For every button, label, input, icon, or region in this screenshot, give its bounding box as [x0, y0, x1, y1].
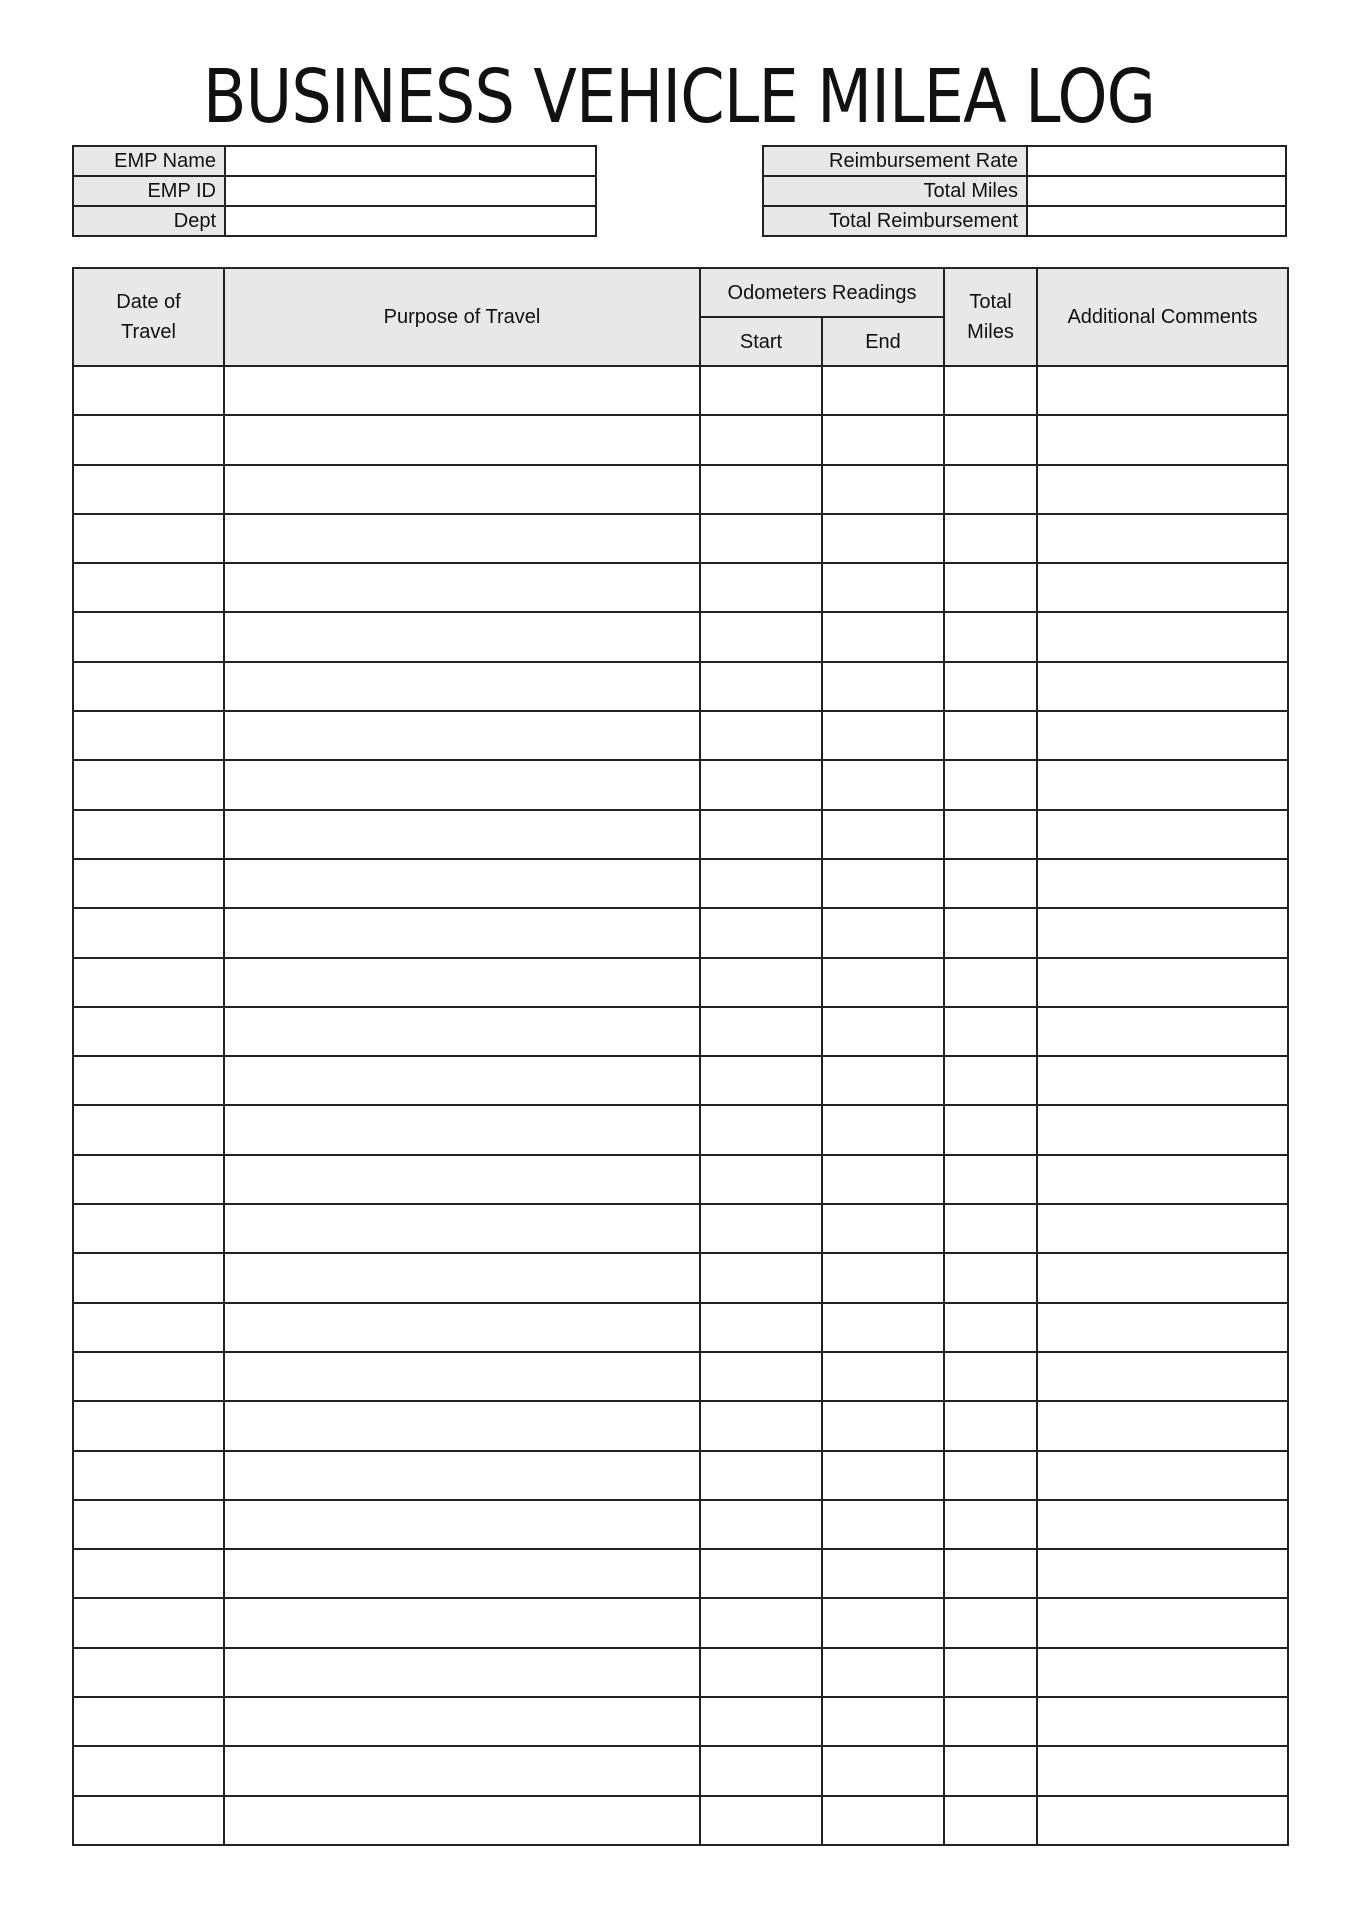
- total-miles-cell[interactable]: [944, 366, 1037, 415]
- purpose-cell[interactable]: [224, 465, 700, 514]
- total-miles-cell[interactable]: [944, 859, 1037, 908]
- total-miles-cell[interactable]: [944, 1697, 1037, 1746]
- odometer-start-cell[interactable]: [700, 711, 822, 760]
- purpose-cell[interactable]: [224, 1401, 700, 1450]
- odometer-start-cell[interactable]: [700, 563, 822, 612]
- table-row: [73, 810, 1288, 859]
- purpose-cell[interactable]: [224, 859, 700, 908]
- table-row: [73, 563, 1288, 612]
- page-title: BUSINESS VEHICLE MILEA LOG: [202, 54, 1156, 140]
- total-miles-header: Total Miles: [944, 268, 1037, 366]
- reimbursement-rate-label: Reimbursement Rate: [763, 146, 1027, 176]
- odometer-end-cell[interactable]: [822, 1549, 944, 1598]
- purpose-cell[interactable]: [224, 1500, 700, 1549]
- odometer-start-cell[interactable]: [700, 1746, 822, 1795]
- odometer-start-cell[interactable]: [700, 514, 822, 563]
- comments-cell[interactable]: [1037, 908, 1288, 957]
- table-row: [73, 366, 1288, 415]
- odometer-end-header: End: [822, 317, 944, 366]
- date-cell[interactable]: [73, 958, 224, 1007]
- odometer-start-cell[interactable]: [700, 1500, 822, 1549]
- date-cell[interactable]: [73, 415, 224, 464]
- purpose-cell[interactable]: [224, 1451, 700, 1500]
- table-row: [73, 514, 1288, 563]
- table-row: [73, 1697, 1288, 1746]
- comments-cell[interactable]: [1037, 1105, 1288, 1154]
- odometer-end-cell[interactable]: [822, 415, 944, 464]
- total-miles-cell[interactable]: [944, 1253, 1037, 1302]
- purpose-cell[interactable]: [224, 908, 700, 957]
- odometer-end-cell[interactable]: [822, 1648, 944, 1697]
- date-cell[interactable]: [73, 1648, 224, 1697]
- total-miles-cell[interactable]: [944, 711, 1037, 760]
- odometer-start-cell[interactable]: [700, 1549, 822, 1598]
- table-row: [73, 1155, 1288, 1204]
- total-miles-cell[interactable]: [944, 1155, 1037, 1204]
- odometer-start-cell[interactable]: [700, 1253, 822, 1302]
- total-miles-cell[interactable]: [944, 514, 1037, 563]
- total-miles-cell[interactable]: [944, 1500, 1037, 1549]
- comments-cell[interactable]: [1037, 958, 1288, 1007]
- comments-cell[interactable]: [1037, 1598, 1288, 1647]
- odometer-end-cell[interactable]: [822, 760, 944, 809]
- odometer-end-cell[interactable]: [822, 1451, 944, 1500]
- date-cell[interactable]: [73, 563, 224, 612]
- emp-name-field[interactable]: [225, 146, 596, 176]
- total-miles-cell[interactable]: [944, 1746, 1037, 1795]
- odometer-start-cell[interactable]: [700, 859, 822, 908]
- table-row: [73, 760, 1288, 809]
- total-miles-cell[interactable]: [944, 958, 1037, 1007]
- comments-cell[interactable]: [1037, 1451, 1288, 1500]
- date-cell[interactable]: [73, 1500, 224, 1549]
- total-miles-cell[interactable]: [944, 563, 1037, 612]
- odometer-end-cell[interactable]: [822, 1155, 944, 1204]
- odometer-end-cell[interactable]: [822, 1500, 944, 1549]
- table-row: [73, 1105, 1288, 1154]
- comments-cell[interactable]: [1037, 465, 1288, 514]
- date-cell[interactable]: [73, 1007, 224, 1056]
- odometer-start-cell[interactable]: [700, 1352, 822, 1401]
- date-cell[interactable]: [73, 662, 224, 711]
- date-cell[interactable]: [73, 612, 224, 661]
- table-row: [73, 1352, 1288, 1401]
- reimbursement-rate-row: [763, 146, 1286, 176]
- total-miles-cell[interactable]: [944, 612, 1037, 661]
- emp-id-field[interactable]: [225, 176, 596, 206]
- odometer-start-header: Start: [700, 317, 822, 366]
- table-row: [73, 465, 1288, 514]
- table-row: [73, 1204, 1288, 1253]
- purpose-cell[interactable]: [224, 760, 700, 809]
- comments-cell[interactable]: [1037, 1253, 1288, 1302]
- total-miles-cell[interactable]: [944, 465, 1037, 514]
- total-miles-cell[interactable]: [944, 415, 1037, 464]
- table-row: [73, 1253, 1288, 1302]
- total-reimbursement-field[interactable]: [1027, 206, 1286, 236]
- table-row: [73, 1746, 1288, 1795]
- table-row: [73, 662, 1288, 711]
- odometer-start-cell[interactable]: [700, 958, 822, 1007]
- date-cell[interactable]: [73, 366, 224, 415]
- purpose-cell[interactable]: [224, 514, 700, 563]
- total-miles-cell[interactable]: [944, 1451, 1037, 1500]
- emp-name-row: [73, 146, 596, 176]
- odometer-end-cell[interactable]: [822, 958, 944, 1007]
- additional-comments-header: Additional Comments: [1037, 268, 1288, 366]
- comments-cell[interactable]: [1037, 415, 1288, 464]
- employee-info-table: [72, 145, 597, 237]
- date-cell[interactable]: [73, 1746, 224, 1795]
- odometer-start-cell[interactable]: [700, 1451, 822, 1500]
- odometer-end-cell[interactable]: [822, 514, 944, 563]
- odometer-start-cell[interactable]: [700, 1598, 822, 1647]
- comments-cell[interactable]: [1037, 1697, 1288, 1746]
- table-row: [73, 958, 1288, 1007]
- purpose-cell[interactable]: [224, 1105, 700, 1154]
- purpose-cell[interactable]: [224, 1598, 700, 1647]
- date-cell[interactable]: [73, 1598, 224, 1647]
- table-row: [73, 1500, 1288, 1549]
- comments-cell[interactable]: [1037, 563, 1288, 612]
- table-row: [73, 859, 1288, 908]
- purpose-cell[interactable]: [224, 1697, 700, 1746]
- date-cell[interactable]: [73, 760, 224, 809]
- total-miles-cell[interactable]: [944, 1056, 1037, 1105]
- comments-cell[interactable]: [1037, 612, 1288, 661]
- odometer-end-cell[interactable]: [822, 1796, 944, 1845]
- comments-cell[interactable]: [1037, 859, 1288, 908]
- total-miles-cell[interactable]: [944, 1401, 1037, 1450]
- total-miles-cell[interactable]: [944, 1549, 1037, 1598]
- date-cell[interactable]: [73, 1253, 224, 1302]
- purpose-cell[interactable]: [224, 662, 700, 711]
- purpose-cell[interactable]: [224, 1253, 700, 1302]
- comments-cell[interactable]: [1037, 1648, 1288, 1697]
- date-cell[interactable]: [73, 514, 224, 563]
- odometer-start-cell[interactable]: [700, 1204, 822, 1253]
- comments-cell[interactable]: [1037, 1796, 1288, 1845]
- date-cell[interactable]: [73, 1796, 224, 1845]
- table-row: [73, 1056, 1288, 1105]
- date-cell[interactable]: [73, 1155, 224, 1204]
- odometer-end-cell[interactable]: [822, 1007, 944, 1056]
- odometer-start-cell[interactable]: [700, 1796, 822, 1845]
- total-miles-cell[interactable]: [944, 1105, 1037, 1154]
- odometer-start-cell[interactable]: [700, 1697, 822, 1746]
- table-row: [73, 1796, 1288, 1845]
- table-row: [73, 1401, 1288, 1450]
- purpose-cell[interactable]: [224, 563, 700, 612]
- total-miles-cell[interactable]: [944, 1204, 1037, 1253]
- comments-cell[interactable]: [1037, 514, 1288, 563]
- date-cell[interactable]: [73, 1451, 224, 1500]
- comments-cell[interactable]: [1037, 1549, 1288, 1598]
- odometer-start-cell[interactable]: [700, 662, 822, 711]
- date-cell[interactable]: [73, 1105, 224, 1154]
- total-miles-cell[interactable]: [944, 1352, 1037, 1401]
- total-miles-cell[interactable]: [944, 1598, 1037, 1647]
- odometer-readings-header: Odometers Readings: [700, 268, 944, 317]
- comments-cell[interactable]: [1037, 366, 1288, 415]
- comments-cell[interactable]: [1037, 1352, 1288, 1401]
- total-miles-label: Total Miles: [763, 176, 1027, 206]
- date-cell[interactable]: [73, 810, 224, 859]
- purpose-cell[interactable]: [224, 1303, 700, 1352]
- table-row: [73, 1549, 1288, 1598]
- date-cell[interactable]: [73, 1303, 224, 1352]
- total-reimbursement-row: [763, 206, 1286, 236]
- total-miles-cell[interactable]: [944, 662, 1037, 711]
- purpose-cell[interactable]: [224, 1352, 700, 1401]
- comments-cell[interactable]: [1037, 1056, 1288, 1105]
- date-of-travel-header: Date of Travel: [73, 268, 224, 366]
- table-row: [73, 711, 1288, 760]
- purpose-cell[interactable]: [224, 1648, 700, 1697]
- date-cell[interactable]: [73, 1697, 224, 1746]
- total-miles-field[interactable]: [1027, 176, 1286, 206]
- total-miles-cell[interactable]: [944, 1648, 1037, 1697]
- odometer-end-cell[interactable]: [822, 908, 944, 957]
- reimbursement-rate-field[interactable]: [1027, 146, 1286, 176]
- purpose-of-travel-header: Purpose of Travel: [224, 268, 700, 366]
- purpose-cell[interactable]: [224, 1549, 700, 1598]
- dept-field[interactable]: [225, 206, 596, 236]
- table-row: [73, 1007, 1288, 1056]
- date-cell[interactable]: [73, 908, 224, 957]
- odometer-start-cell[interactable]: [700, 465, 822, 514]
- purpose-cell[interactable]: [224, 612, 700, 661]
- table-row: [73, 1598, 1288, 1647]
- odometer-end-cell[interactable]: [822, 1253, 944, 1302]
- purpose-cell[interactable]: [224, 810, 700, 859]
- date-cell[interactable]: [73, 1549, 224, 1598]
- table-row: [73, 612, 1288, 661]
- odometer-start-cell[interactable]: [700, 1303, 822, 1352]
- odometer-end-cell[interactable]: [822, 1204, 944, 1253]
- date-cell[interactable]: [73, 1204, 224, 1253]
- odometer-start-cell[interactable]: [700, 1007, 822, 1056]
- log-table-header: [73, 268, 1288, 366]
- date-cell[interactable]: [73, 711, 224, 760]
- comments-cell[interactable]: [1037, 1401, 1288, 1450]
- comments-cell[interactable]: [1037, 711, 1288, 760]
- odometer-end-cell[interactable]: [822, 612, 944, 661]
- odometer-end-cell[interactable]: [822, 711, 944, 760]
- date-cell[interactable]: [73, 465, 224, 514]
- total-reimbursement-label: Total Reimbursement: [763, 206, 1027, 236]
- purpose-cell[interactable]: [224, 1155, 700, 1204]
- odometer-start-cell[interactable]: [700, 760, 822, 809]
- odometer-end-cell[interactable]: [822, 859, 944, 908]
- emp-id-row: [73, 176, 596, 206]
- purpose-cell[interactable]: [224, 1007, 700, 1056]
- date-cell[interactable]: [73, 1056, 224, 1105]
- odometer-end-cell[interactable]: [822, 1352, 944, 1401]
- comments-cell[interactable]: [1037, 1500, 1288, 1549]
- odometer-end-cell[interactable]: [822, 1598, 944, 1647]
- table-row: [73, 908, 1288, 957]
- emp-id-label: EMP ID: [73, 176, 225, 206]
- odometer-end-cell[interactable]: [822, 662, 944, 711]
- comments-cell[interactable]: [1037, 1155, 1288, 1204]
- purpose-cell[interactable]: [224, 1056, 700, 1105]
- comments-cell[interactable]: [1037, 1007, 1288, 1056]
- odometer-start-cell[interactable]: [700, 612, 822, 661]
- dept-label: Dept: [73, 206, 225, 236]
- mileage-log-table: [72, 267, 1289, 1846]
- emp-name-label: EMP Name: [73, 146, 225, 176]
- odometer-end-cell[interactable]: [822, 563, 944, 612]
- total-miles-cell[interactable]: [944, 908, 1037, 957]
- log-table-body: [73, 366, 1288, 1845]
- comments-cell[interactable]: [1037, 1746, 1288, 1795]
- total-miles-cell[interactable]: [944, 1303, 1037, 1352]
- odometer-start-cell[interactable]: [700, 908, 822, 957]
- date-cell[interactable]: [73, 859, 224, 908]
- odometer-start-cell[interactable]: [700, 810, 822, 859]
- odometer-end-cell[interactable]: [822, 1105, 944, 1154]
- purpose-cell[interactable]: [224, 958, 700, 1007]
- table-row: [73, 1648, 1288, 1697]
- total-miles-row: [763, 176, 1286, 206]
- comments-cell[interactable]: [1037, 1303, 1288, 1352]
- total-miles-cell[interactable]: [944, 810, 1037, 859]
- date-cell[interactable]: [73, 1352, 224, 1401]
- total-miles-cell[interactable]: [944, 760, 1037, 809]
- purpose-cell[interactable]: [224, 711, 700, 760]
- comments-cell[interactable]: [1037, 810, 1288, 859]
- odometer-end-cell[interactable]: [822, 1056, 944, 1105]
- table-row: [73, 1303, 1288, 1352]
- comments-cell[interactable]: [1037, 760, 1288, 809]
- odometer-start-cell[interactable]: [700, 1401, 822, 1450]
- total-miles-cell[interactable]: [944, 1007, 1037, 1056]
- odometer-end-cell[interactable]: [822, 1746, 944, 1795]
- purpose-cell[interactable]: [224, 366, 700, 415]
- dept-row: [73, 206, 596, 236]
- purpose-cell[interactable]: [224, 1204, 700, 1253]
- purpose-cell[interactable]: [224, 1746, 700, 1795]
- odometer-end-cell[interactable]: [822, 465, 944, 514]
- odometer-start-cell[interactable]: [700, 1155, 822, 1204]
- purpose-cell[interactable]: [224, 1796, 700, 1845]
- purpose-cell[interactable]: [224, 415, 700, 464]
- odometer-end-cell[interactable]: [822, 810, 944, 859]
- comments-cell[interactable]: [1037, 662, 1288, 711]
- odometer-end-cell[interactable]: [822, 366, 944, 415]
- table-row: [73, 1451, 1288, 1500]
- odometer-end-cell[interactable]: [822, 1303, 944, 1352]
- odometer-end-cell[interactable]: [822, 1401, 944, 1450]
- odometer-start-cell[interactable]: [700, 415, 822, 464]
- odometer-start-cell[interactable]: [700, 1056, 822, 1105]
- comments-cell[interactable]: [1037, 1204, 1288, 1253]
- odometer-start-cell[interactable]: [700, 1648, 822, 1697]
- odometer-start-cell[interactable]: [700, 1105, 822, 1154]
- odometer-end-cell[interactable]: [822, 1697, 944, 1746]
- odometer-start-cell[interactable]: [700, 366, 822, 415]
- reimbursement-info-table: [762, 145, 1287, 237]
- date-cell[interactable]: [73, 1401, 224, 1450]
- table-row: [73, 415, 1288, 464]
- total-miles-cell[interactable]: [944, 1796, 1037, 1845]
